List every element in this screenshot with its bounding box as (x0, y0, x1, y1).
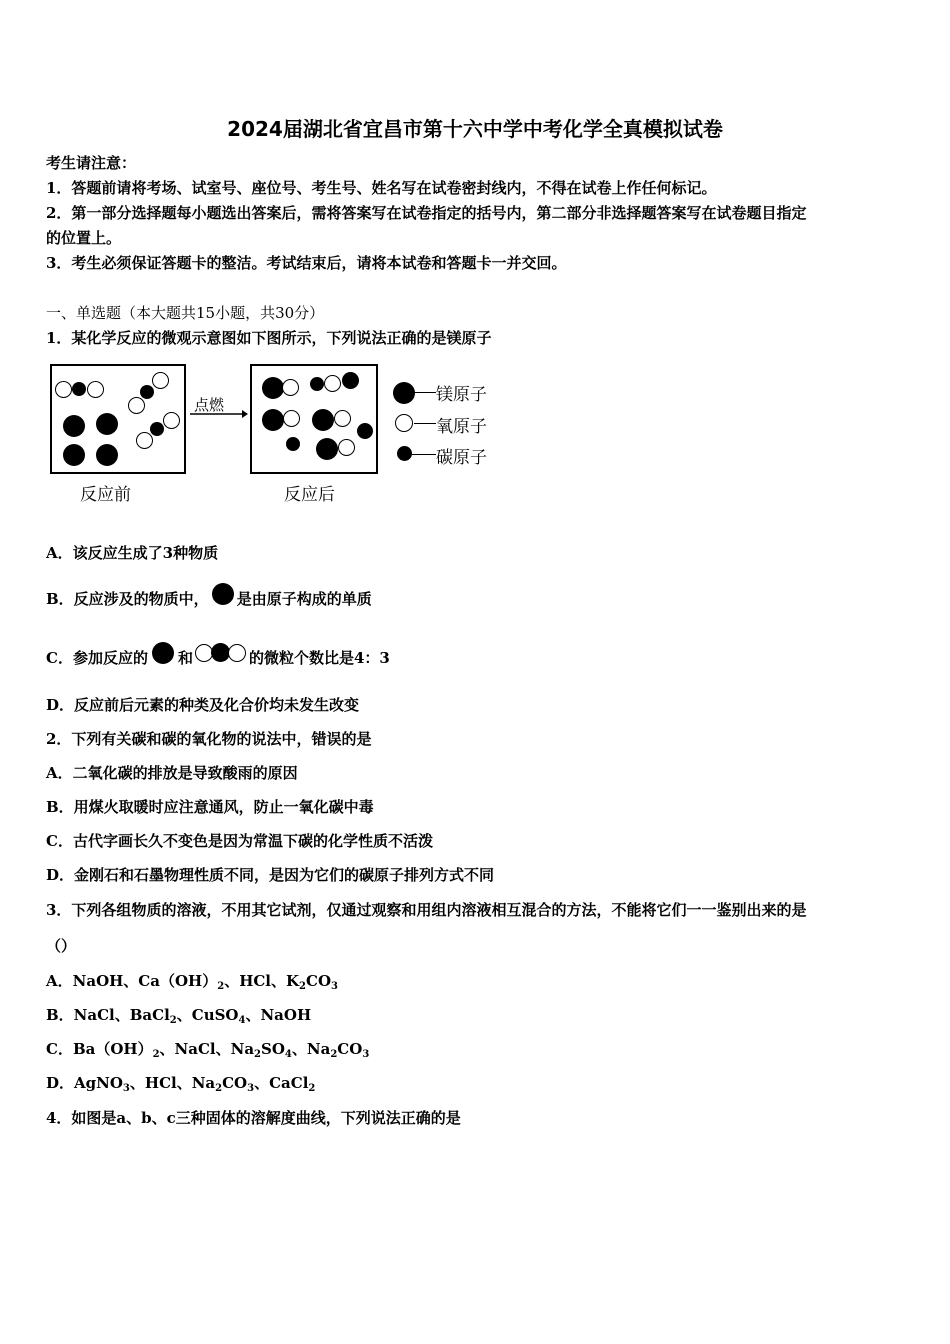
q1-option-a: A．该反应生成了3种物质 (46, 544, 219, 562)
q2-option-c: C．古代字画长久不变色是因为常温下碳的化学性质不活泼 (46, 832, 433, 850)
magnesium-atom (63, 444, 85, 466)
q2-option-d: D．金刚石和石墨物理性质不同，是因为它们的碳原子排列方式不同 (46, 866, 495, 884)
notice-item-2: 2．第一部分选择题每小题选出答案后，需将答案写在试卷指定的括号内，第二部分非选择题答案写在试卷题目指定 (46, 204, 807, 222)
oxygen-atom (55, 381, 72, 398)
q3-option-c: C．$Ba(OH)_2$、NaCl、$Na_2SO_4$、$Na_2CO_3$ (46, 1040, 370, 1060)
notice-item-2-cont: 的位置上。 (46, 229, 122, 247)
section-heading: 一、单选题（本大题共15小题，共30分） (46, 304, 325, 322)
after-label: 反应后 (284, 485, 335, 505)
q1-stem: 1．某化学反应的微观示意图如下图所示，下列说法正确的是镁原子 (46, 329, 492, 347)
legend-oxygen: 氧原子 (436, 417, 487, 437)
q3-option-a: A．NaOH、$Ca(OH)_2$、HCl、$K_2CO_3$ (46, 972, 338, 992)
q2-option-b: B．用煤火取暖时应注意通风，防止一氧化碳中毒 (46, 798, 374, 816)
oxygen-legend-icon (395, 414, 413, 432)
oxygen-atom (128, 397, 145, 414)
carbon-atom (150, 422, 164, 436)
magnesium-legend-icon (393, 382, 415, 404)
page-title: 2024届湖北省宜昌市第十六中学中考化学全真模拟试卷 (227, 117, 723, 141)
oxygen-atom (283, 410, 300, 427)
q2-option-a: A．二氧化碳的排放是导致酸雨的原因 (46, 764, 298, 782)
magnesium-atom-icon (152, 642, 174, 664)
q3-paren: （） (46, 937, 77, 955)
carbon-atom (72, 382, 86, 396)
carbon-atom (310, 377, 324, 391)
carbon-atom (286, 437, 300, 451)
ignite-label: 点燃 (194, 396, 225, 414)
carbon-atom (342, 372, 359, 389)
carbon-legend-icon (397, 446, 412, 461)
q1-option-c-pre: C．参加反应的 (46, 649, 148, 667)
carbon-atom (140, 385, 154, 399)
q3-option-d: D．AgNO$_3$、HCl、$Na_2CO_3$、CaCl$_2$ (46, 1074, 316, 1094)
q4-stem: 4．如图是a、b、c三种固体的溶解度曲线，下列说法正确的是 (46, 1109, 461, 1127)
magnesium-atom (96, 444, 118, 466)
oxygen-atom (152, 372, 169, 389)
q1-option-d: D．反应前后元素的种类及化合价均未发生改变 (46, 696, 360, 714)
co2-molecule-icon (195, 643, 247, 663)
oxygen-atom (163, 412, 180, 429)
legend-carbon: 碳原子 (436, 448, 487, 468)
legend-magnesium: 镁原子 (436, 385, 487, 405)
magnesium-atom (316, 438, 338, 460)
q1-option-c (46, 648, 390, 670)
q1-option-b-post: 是由原子构成的单质 (236, 590, 372, 608)
oxygen-atom (334, 410, 351, 427)
q1-option-c-mid: 和 (177, 649, 193, 667)
magnesium-atom-icon (212, 583, 234, 605)
notice-heading: 考生请注意： (46, 154, 137, 172)
notice-item-3: 3．考生必须保证答题卡的整洁。考试结束后，请将本试卷和答题卡一并交回。 (46, 254, 567, 272)
q1-option-b (46, 589, 372, 611)
before-label: 反应前 (80, 485, 131, 505)
q2-stem: 2．下列有关碳和碳的氧化物的说法中，错误的是 (46, 730, 372, 748)
magnesium-atom (312, 409, 334, 431)
notice-item-1: 1．答题前请将考场、试室号、座位号、考生号、姓名写在试卷密封线内，不得在试卷上作任何标记。 (46, 179, 717, 197)
oxygen-atom (136, 432, 153, 449)
oxygen-atom (282, 379, 299, 396)
oxygen-atom (324, 375, 341, 392)
q3-stem: 3．下列各组物质的溶液，不用其它试剂，仅通过观察和用组内溶液相互混合的方法，不能将它们一一鉴别出来的是 (46, 901, 807, 919)
magnesium-atom (262, 377, 284, 399)
oxygen-atom (87, 381, 104, 398)
before-box (50, 364, 186, 474)
oxygen-atom (338, 439, 355, 456)
after-box (250, 364, 378, 474)
carbon-atom (357, 423, 373, 439)
magnesium-atom (63, 415, 85, 437)
q1-option-b-pre: B．反应涉及的物质中， (46, 590, 209, 608)
q1-option-c-post: 的微粒个数比是4：3 (248, 649, 390, 667)
q3-option-b: B．NaCl、BaCl$_2$、CuSO$_4$、NaOH (46, 1006, 312, 1026)
magnesium-atom (96, 413, 118, 435)
magnesium-atom (262, 409, 284, 431)
